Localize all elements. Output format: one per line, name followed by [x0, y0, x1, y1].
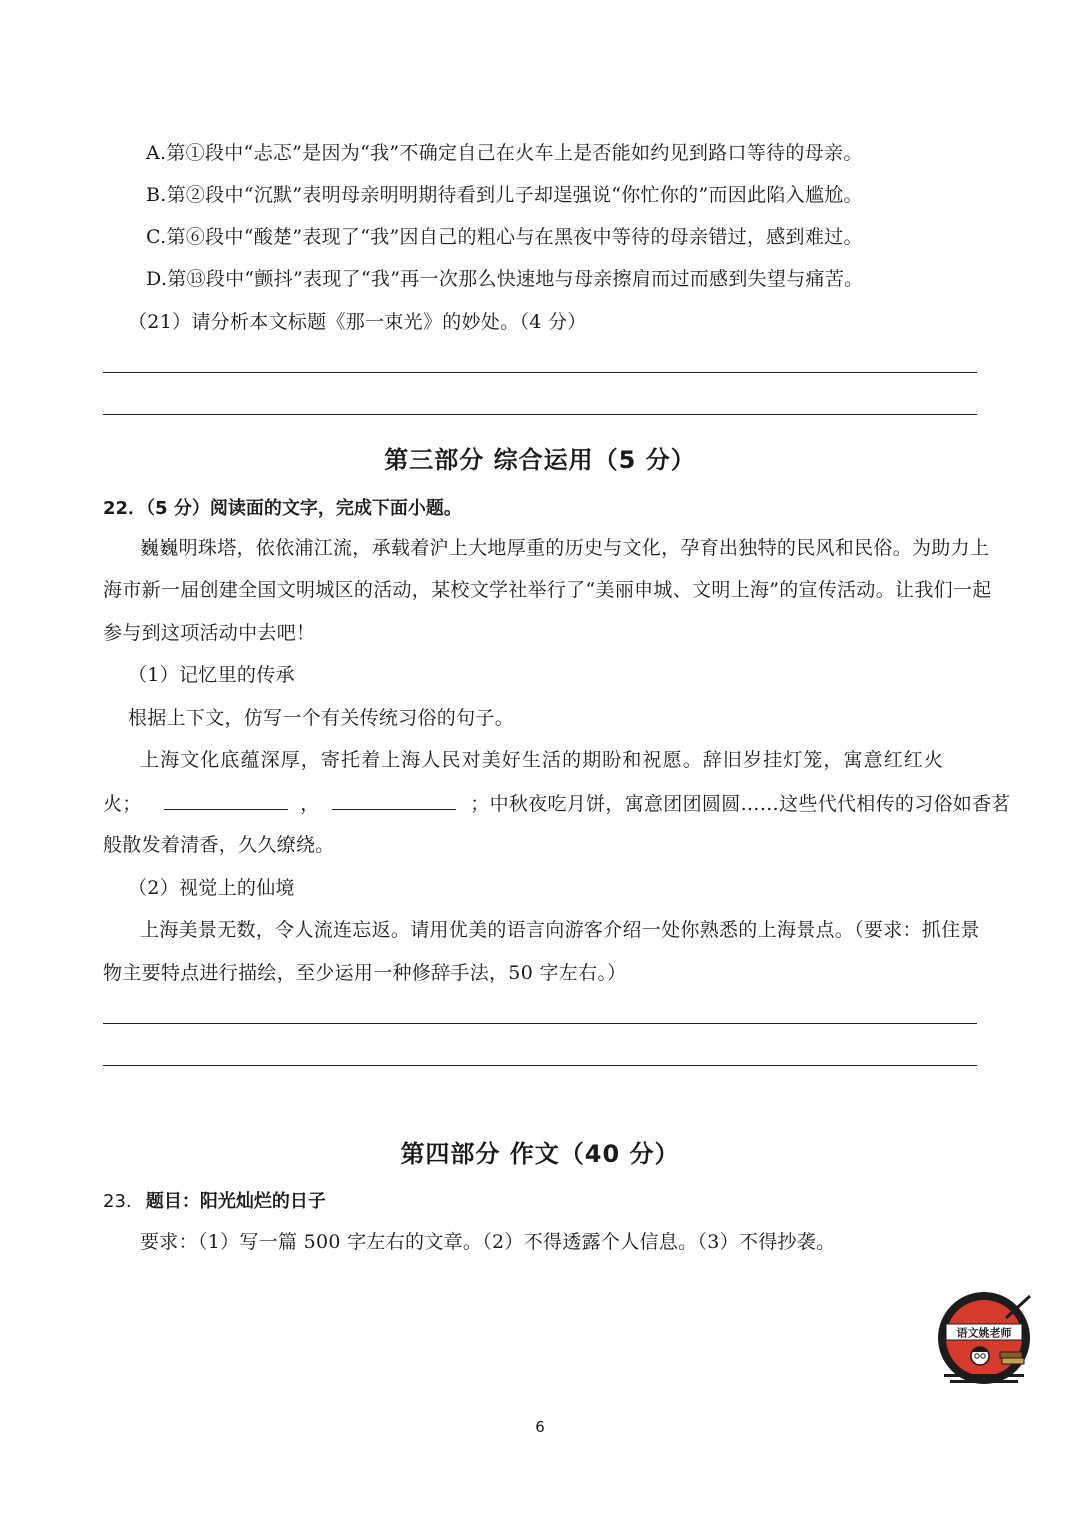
q22-intro-line-3: 参与到这项活动中去吧！ [103, 622, 316, 644]
page-number: 6 [535, 1418, 545, 1436]
fill-blank-2[interactable] [332, 789, 456, 810]
sub1-line-2-start: 火； [103, 793, 142, 815]
q22-intro-line-1: 巍巍明珠塔，依依浦江流，承载着沪上大地厚重的历史与文化，孕育出独特的民风和民俗。为助力上 [140, 537, 990, 559]
q23-heading [103, 1187, 326, 1213]
part3-heading: 第三部分 综合运用（5 分） [384, 446, 696, 474]
sub2-line-2: 物主要特点进行描绘，至少运用一种修辞手法，50 字左右。） [103, 962, 627, 984]
q23-number: 23. [103, 1191, 132, 1212]
q22-heading: 22．（5 分）阅读面的文字，完成下面小题。 [103, 498, 462, 519]
sub1-line-3: 般散发着清香，久久缭绕。 [103, 834, 335, 856]
answer-line [103, 414, 977, 415]
sub1-line-2-comma: ， [300, 793, 320, 815]
q20-option-c: C.第⑥段中“酸楚”表现了“我”因自己的粗心与在黑夜中等待的母亲错过，感到难过。 [146, 226, 863, 248]
part4-heading: 第四部分 作文（40 分） [400, 1140, 680, 1168]
sub1-line-1: 上海文化底蕴深厚，寄托着上海人民对美好生活的期盼和祝愿。辞旧岁挂灯笼，寓意红红火 [140, 749, 945, 771]
sub1-instruction: 根据上下文，仿写一个有关传统习俗的句子。 [128, 707, 515, 729]
q22-intro-line-2: 海市新一届创建全国文明城区的活动，某校文学社举行了“美丽申城、文明上海”的宣传活动。让我们一起 [103, 579, 992, 601]
q23-requirements: 要求：（1）写一篇 500 字左右的文章。（2）不得透露个人信息。（3）不得抄袭。 [140, 1231, 836, 1253]
q20-option-d: D.第⑬段中“颤抖”表现了“我”再一次那么快速地与母亲擦肩而过而感到失望与痛苦。 [146, 268, 864, 290]
logo-graphic [934, 1288, 1040, 1388]
q20-option-a: A.第①段中“忐忑”是因为“我”不确定自己在火车上是否能如约见到路口等待的母亲。 [146, 142, 863, 164]
sub2-line-1: 上海美景无数，令人流连忘返。请用优美的语言向游客介绍一处你熟悉的上海景点。（要求：抓住景 [140, 919, 980, 941]
answer-line [103, 372, 977, 373]
teacher-logo [934, 1288, 1040, 1388]
answer-line [103, 1065, 977, 1066]
fill-blank-1[interactable] [164, 789, 288, 810]
q23-title: 题目：阳光灿烂的日子 [145, 1191, 326, 1212]
sub2-title: （2）视觉上的仙境 [128, 877, 295, 899]
sub1-line-2-end: ；中秋夜吃月饼，寓意团团圆圆……这些代代相传的习俗如香茗 [470, 793, 1011, 815]
sub1-line-2 [103, 789, 1011, 818]
answer-line [103, 1023, 977, 1024]
q20-option-b: B.第②段中“沉默”表明母亲明明期待看到儿子却逞强说“你忙你的”而因此陷入尴尬。 [146, 184, 863, 206]
q21-prompt: （21）请分析本文标题《那一束光》的妙处。（4 分） [128, 311, 587, 333]
logo-text: 语文姚老师 [956, 1326, 1012, 1340]
sub1-title: （1）记忆里的传承 [128, 664, 295, 686]
